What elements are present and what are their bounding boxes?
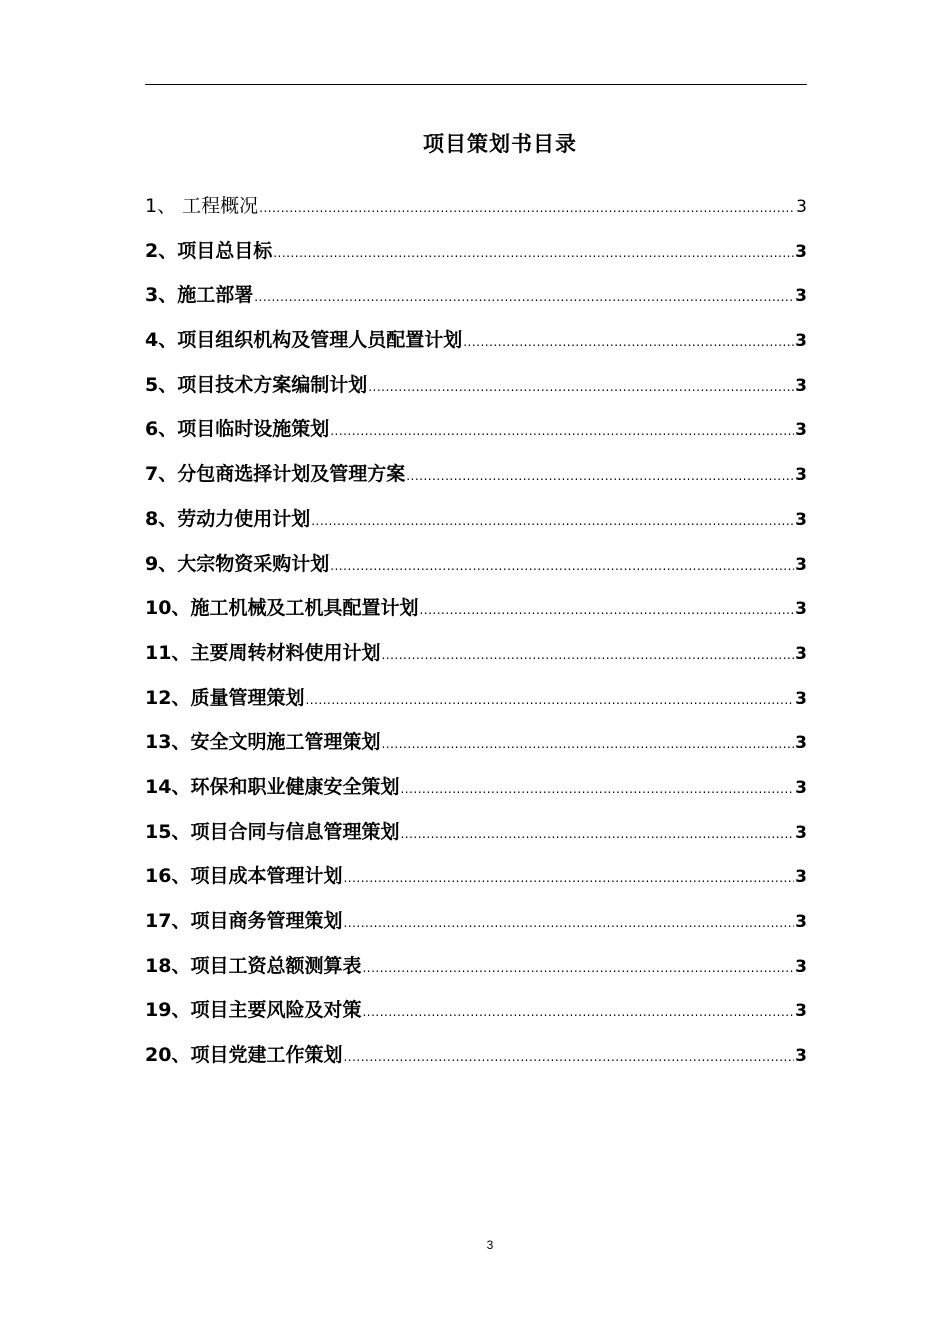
toc-dot-leader: [311, 504, 794, 538]
toc-entry[interactable]: [145, 949, 807, 994]
toc-dot-leader: [400, 772, 794, 806]
toc-entry-label: 13、安全文明施工管理策划: [145, 731, 381, 754]
toc-entry[interactable]: [145, 815, 807, 860]
toc-entry-page: 3: [795, 286, 807, 307]
toc-entry-label: 1、 工程概况: [145, 195, 259, 217]
toc-entry[interactable]: [145, 591, 807, 636]
page-number: 3: [486, 1238, 494, 1252]
toc-entry-label: 12、质量管理策划: [145, 686, 305, 709]
toc-entry-label: 3、施工部署: [145, 284, 254, 307]
toc-entry-label: 6、项目临时设施策划: [145, 418, 330, 441]
toc-entry[interactable]: [145, 904, 807, 949]
toc-entry-page: 3: [795, 956, 807, 977]
toc-entry-page: 3: [795, 733, 807, 754]
toc-entry-page: 3: [795, 777, 807, 798]
table-of-contents: [145, 189, 807, 1083]
toc-entry-page: 3: [795, 688, 807, 709]
toc-dot-leader: [330, 549, 794, 583]
toc-entry-page: 3: [796, 197, 807, 217]
toc-dot-leader: [254, 280, 794, 314]
toc-dot-leader: [406, 459, 794, 493]
toc-entry-label: 2、项目总目标: [145, 239, 273, 262]
toc-entry[interactable]: [145, 368, 807, 413]
toc-dot-leader: [273, 236, 794, 270]
toc-entry[interactable]: [145, 770, 807, 815]
toc-dot-leader: [362, 951, 794, 985]
toc-dot-leader: [343, 906, 794, 940]
toc-dot-leader: [343, 861, 794, 895]
toc-dot-leader: [381, 638, 794, 672]
toc-entry-label: 4、项目组织机构及管理人员配置计划: [145, 329, 463, 352]
toc-entry-label: 18、项目工资总额测算表: [145, 954, 362, 977]
toc-entry[interactable]: [145, 189, 807, 234]
toc-entry[interactable]: [145, 234, 807, 279]
toc-entry[interactable]: [145, 636, 807, 681]
toc-dot-leader: [463, 325, 794, 359]
header-rule: [145, 84, 807, 85]
toc-entry[interactable]: [145, 457, 807, 502]
toc-entry-label: 8、劳动力使用计划: [145, 507, 311, 530]
page-title: 项目策划书目录: [423, 132, 577, 156]
toc-entry-label: 14、环保和职业健康安全策划: [145, 775, 400, 798]
toc-entry-label: 10、施工机械及工机具配置计划: [145, 597, 419, 620]
toc-entry[interactable]: [145, 681, 807, 726]
toc-entry-label: 7、分包商选择计划及管理方案: [145, 463, 406, 486]
toc-dot-leader: [343, 1040, 794, 1074]
toc-entry[interactable]: [145, 725, 807, 770]
toc-entry-page: 3: [795, 554, 807, 575]
toc-entry[interactable]: [145, 547, 807, 592]
toc-entry-page: 3: [795, 509, 807, 530]
toc-entry-page: 3: [795, 241, 807, 262]
toc-entry-page: 3: [795, 420, 807, 441]
toc-entry-label: 17、项目商务管理策划: [145, 910, 343, 932]
toc-entry-label: 20、项目党建工作策划: [145, 1044, 343, 1067]
toc-entry-page: 3: [795, 375, 807, 396]
toc-dot-leader: [419, 593, 794, 627]
toc-entry-page: 3: [795, 465, 807, 486]
toc-entry-label: 19、项目主要风险及对策: [145, 999, 362, 1022]
toc-dot-leader: [381, 727, 794, 761]
toc-dot-leader: [400, 817, 794, 851]
toc-entry[interactable]: [145, 412, 807, 457]
toc-entry-page: 3: [795, 1001, 807, 1022]
toc-entry-page: 3: [795, 822, 807, 843]
toc-entry-page: 3: [795, 599, 807, 620]
toc-entry[interactable]: [145, 1038, 807, 1083]
toc-entry[interactable]: [145, 859, 807, 904]
toc-entry-label: 16、项目成本管理计划: [145, 865, 343, 888]
toc-entry-page: 3: [795, 912, 807, 932]
toc-entry-page: 3: [795, 1046, 807, 1067]
toc-dot-leader: [305, 683, 794, 717]
toc-dot-leader: [330, 414, 794, 448]
toc-entry[interactable]: [145, 323, 807, 368]
toc-entry-label: 11、主要周转材料使用计划: [145, 641, 381, 664]
toc-entry[interactable]: [145, 993, 807, 1038]
toc-entry-page: 3: [795, 643, 807, 664]
toc-entry-page: 3: [795, 331, 807, 352]
toc-dot-leader: [259, 191, 795, 225]
toc-entry-page: 3: [795, 867, 807, 888]
toc-entry[interactable]: [145, 502, 807, 547]
toc-dot-leader: [362, 995, 794, 1029]
toc-dot-leader: [368, 370, 794, 404]
toc-entry-label: 5、项目技术方案编制计划: [145, 373, 368, 396]
toc-entry-label: 9、大宗物资采购计划: [145, 552, 330, 575]
toc-entry-label: 15、项目合同与信息管理策划: [145, 820, 400, 843]
toc-entry[interactable]: [145, 278, 807, 323]
